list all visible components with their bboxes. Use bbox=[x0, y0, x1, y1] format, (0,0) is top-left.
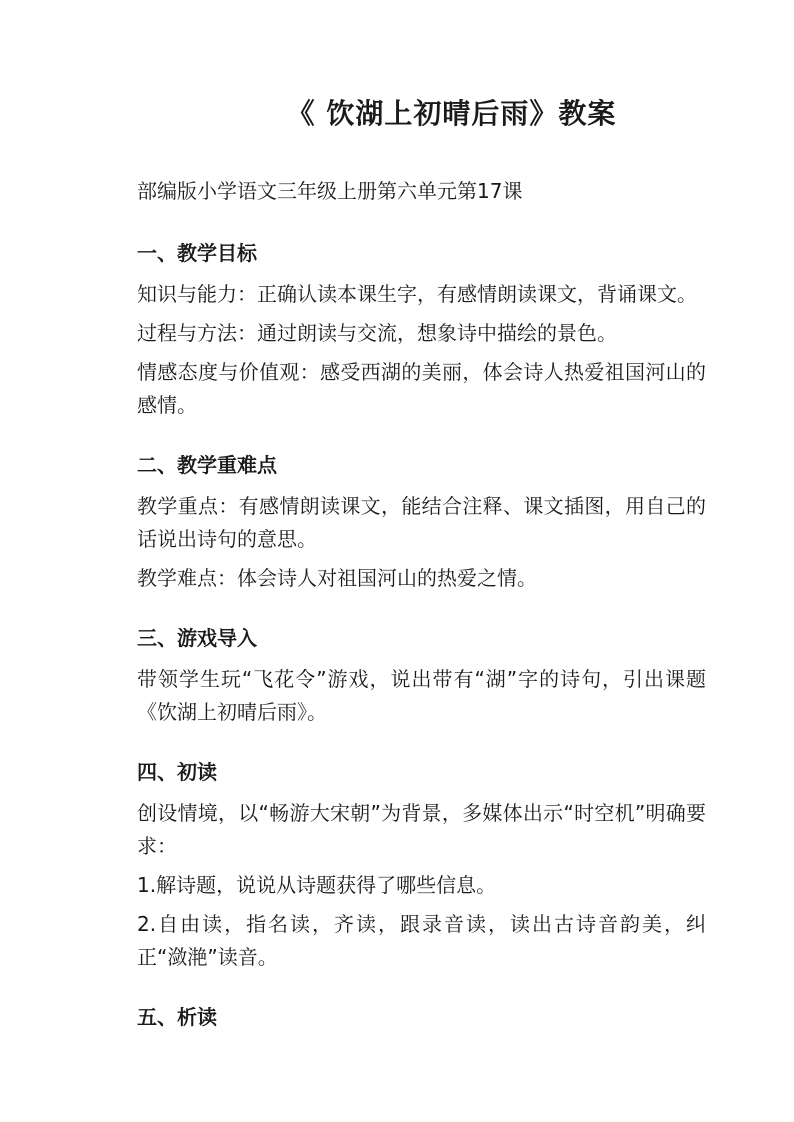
paragraph: 2.自由读，指名读，齐读，跟录音读，读出古诗音韵美，纠正“潋滟”读音。 bbox=[137, 912, 706, 969]
section-heading: 三、游戏导入 bbox=[137, 626, 257, 650]
paragraph: 教学重点：有感情朗读课文，能结合注释、课文插图，用自己的话说出诗句的意思。 bbox=[137, 494, 706, 551]
document-title: 《 饮湖上初晴后雨》教案 bbox=[286, 97, 617, 130]
section-teaching-goals bbox=[137, 238, 706, 422]
section-heading: 二、教学重难点 bbox=[137, 453, 277, 477]
section-analysis-reading bbox=[137, 1002, 706, 1032]
paragraph: 过程与方法：通过朗读与交流，想象诗中描绘的景色。 bbox=[137, 321, 617, 345]
section-heading: 五、析读 bbox=[137, 1005, 217, 1029]
section-key-difficulties bbox=[137, 450, 706, 595]
document-subtitle: 部编版小学语文三年级上册第六单元第17课 bbox=[137, 179, 523, 203]
section-heading: 四、初读 bbox=[137, 760, 217, 784]
paragraph: 1.解诗题，说说从诗题获得了哪些信息。 bbox=[137, 873, 497, 897]
section-game-intro bbox=[137, 623, 706, 729]
paragraph: 带领学生玩“飞花令”游戏，说出带有“湖”字的诗句，引出课题《饮湖上初晴后雨》。 bbox=[137, 667, 706, 724]
section-first-reading bbox=[137, 757, 706, 974]
paragraph: 情感态度与价值观：感受西湖的美丽，体会诗人热爱祖国河山的感情。 bbox=[137, 360, 706, 417]
paragraph: 教学难点：体会诗人对祖国河山的热爱之情。 bbox=[137, 566, 537, 590]
section-heading: 一、教学目标 bbox=[137, 241, 257, 265]
paragraph: 创设情境，以“畅游大宋朝”为背景，多媒体出示“时空机”明确要求： bbox=[137, 801, 706, 858]
paragraph: 知识与能力：正确认读本课生字，有感情朗读课文，背诵课文。 bbox=[137, 282, 697, 306]
